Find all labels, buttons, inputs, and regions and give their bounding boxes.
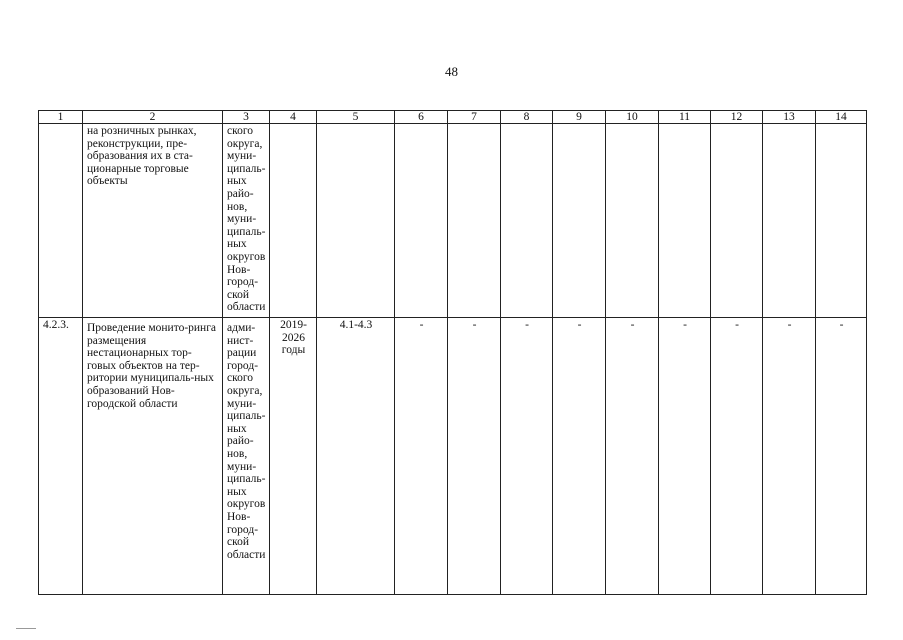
scan-edge-mark xyxy=(16,628,36,629)
column-header: 9 xyxy=(553,111,606,124)
table-cell xyxy=(659,124,711,318)
column-header: 14 xyxy=(816,111,867,124)
column-header: 5 xyxy=(317,111,395,124)
table-cell: - xyxy=(816,318,867,595)
table-cell: - xyxy=(501,318,553,595)
table-cell xyxy=(317,124,395,318)
table-cell xyxy=(501,124,553,318)
table-header-row xyxy=(39,111,867,124)
table-cell xyxy=(395,124,448,318)
table-cell xyxy=(448,124,501,318)
column-header: 6 xyxy=(395,111,448,124)
column-header: 13 xyxy=(763,111,816,124)
data-table xyxy=(38,110,867,595)
table-cell: - xyxy=(659,318,711,595)
column-header: 11 xyxy=(659,111,711,124)
table-cell xyxy=(553,124,606,318)
table-cell: - xyxy=(553,318,606,595)
table-cell xyxy=(606,124,659,318)
table-cell: адми-нист-рации город-ского округа, муни-ципаль-ных райо-нов, муни-ципаль-ных округов Нов-город-ской области xyxy=(223,318,270,595)
table-cell xyxy=(711,124,763,318)
column-header: 4 xyxy=(270,111,317,124)
column-header: 1 xyxy=(39,111,83,124)
table-cell: - xyxy=(448,318,501,595)
column-header: 10 xyxy=(606,111,659,124)
table-cell: ского округа, муни-ципаль-ных райо-нов, муни-ципаль-ных округов Нов-город-ской области xyxy=(223,124,270,318)
table-cell: 4.1-4.3 xyxy=(317,318,395,595)
table-cell: 2019-2026 годы xyxy=(270,318,317,595)
table-cell: Проведение монито-ринга размещения нестационарных тор-говых объектов на тер-ритории муниципаль-ных образований Нов-городской области xyxy=(83,318,223,595)
table-row xyxy=(39,318,867,595)
column-header: 12 xyxy=(711,111,763,124)
table-cell xyxy=(39,124,83,318)
table-cell: - xyxy=(395,318,448,595)
column-header: 7 xyxy=(448,111,501,124)
column-header: 8 xyxy=(501,111,553,124)
page-number: 48 xyxy=(445,64,458,79)
table-cell xyxy=(816,124,867,318)
table-row xyxy=(39,124,867,318)
column-header: 2 xyxy=(83,111,223,124)
table-cell: - xyxy=(763,318,816,595)
table-cell: - xyxy=(711,318,763,595)
table-cell: - xyxy=(606,318,659,595)
table-cell xyxy=(763,124,816,318)
column-header: 3 xyxy=(223,111,270,124)
table-cell: на розничных рынках, реконструкции, пре-образования их в ста-ционарные торговые объекты xyxy=(83,124,223,318)
table-cell xyxy=(270,124,317,318)
row-number-cell: 4.2.3. xyxy=(39,318,83,595)
